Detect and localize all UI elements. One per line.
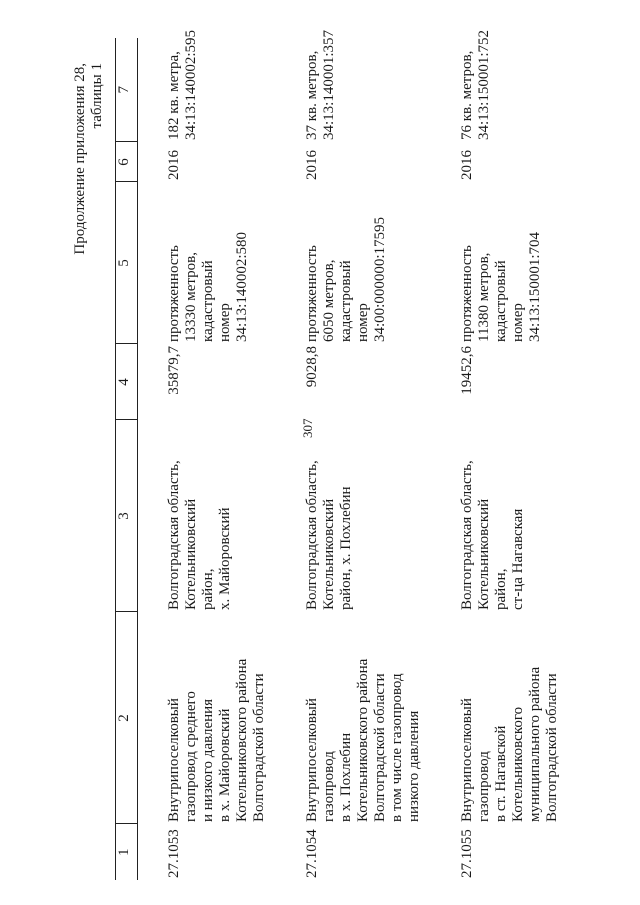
object-value: 35879,7 bbox=[166, 346, 182, 395]
row-number: 27.1055 bbox=[459, 829, 475, 878]
table-row bbox=[433, 38, 571, 880]
object-characteristics: протяженность 6050 метров, кадастровый номер 34:00:000000:17595 bbox=[304, 216, 388, 342]
row-number: 27.1053 bbox=[166, 829, 182, 878]
registry-table bbox=[115, 29, 571, 880]
table-row bbox=[278, 38, 433, 880]
object-year: 2016 bbox=[166, 150, 182, 180]
page-number: 307 bbox=[300, 418, 315, 438]
object-name: Внутрипоселковый газопровод среднего и низкого давления в х. Майоровский Котельниковского района Волгоградской области bbox=[166, 658, 267, 822]
table-caption-line2: таблицы 1 bbox=[89, 63, 105, 129]
object-characteristics: протяженность 13330 метров, кадастровый номер 34:13:140002:580 bbox=[166, 231, 250, 342]
object-name: Внутрипоселковый газопровод в х. Похлебин Котельниковского района Волгоградской области в том числе газопровод низкого давления bbox=[304, 658, 422, 822]
column-header: 2 bbox=[116, 612, 138, 824]
column-header: 5 bbox=[116, 182, 138, 344]
column-header: 4 bbox=[116, 344, 138, 420]
object-location: Волгоградская область, Котельниковский район, х. Похлебин bbox=[304, 460, 354, 610]
column-number-row bbox=[116, 38, 138, 880]
object-location: Волгоградская область, Котельниковский район, ст-ца Нагавская bbox=[459, 460, 526, 610]
column-header: 1 bbox=[116, 824, 138, 880]
object-name: Внутрипоселковый газопровод в ст. Нагавской Котельниковского муниципального района Волгоградской области bbox=[459, 666, 560, 822]
object-value: 9028,8 bbox=[304, 346, 320, 388]
column-header: 7 bbox=[116, 38, 138, 142]
object-year: 2016 bbox=[459, 150, 475, 180]
object-value: 19452,6 bbox=[459, 346, 475, 395]
table-row bbox=[138, 38, 279, 880]
column-header: 3 bbox=[116, 420, 138, 612]
column-header: 6 bbox=[116, 142, 138, 182]
object-year: 2016 bbox=[304, 150, 320, 180]
land-plot-info: 182 кв. метра, 34:13:140002:595 bbox=[166, 29, 199, 140]
land-plot-info: 76 кв. метров, 34:13:150001:752 bbox=[459, 29, 492, 140]
object-location: Волгоградская область, Котельниковский район, х. Майоровский bbox=[166, 460, 233, 610]
object-characteristics: протяженность 11380 метров, кадастровый номер 34:13:150001:704 bbox=[459, 231, 543, 342]
table-caption-line1: Продолжение приложения 28, bbox=[72, 63, 88, 255]
row-number: 27.1054 bbox=[304, 829, 320, 878]
land-plot-info: 37 кв. метров, 34:13:140001:357 bbox=[304, 29, 337, 140]
